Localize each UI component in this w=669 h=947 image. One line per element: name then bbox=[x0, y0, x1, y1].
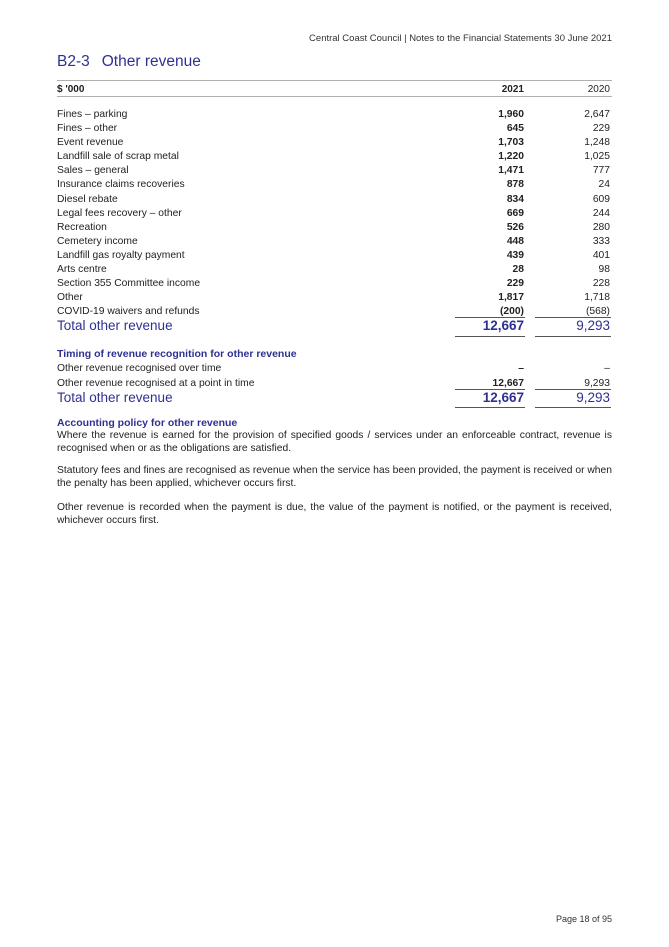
value-2020: 609 bbox=[592, 193, 610, 205]
row-label: Landfill sale of scrap metal bbox=[57, 151, 179, 163]
value-2020: 777 bbox=[592, 165, 610, 177]
value-2020: 1,718 bbox=[584, 292, 610, 304]
policy-paragraph: Other revenue is recorded when the payment is due, the value of the payment is notified, or the payment is received, whichever occurs first. bbox=[57, 502, 612, 526]
table-row bbox=[57, 136, 612, 150]
row-label: Sales – general bbox=[57, 165, 129, 177]
row-label: Other bbox=[57, 292, 83, 304]
total-label: Total other revenue bbox=[57, 390, 173, 405]
total-2020: 9,293 bbox=[576, 390, 610, 405]
row-label: Other revenue recognised over time bbox=[57, 363, 222, 374]
value-2021: 12,667 bbox=[492, 377, 524, 389]
section-title-text: Other revenue bbox=[101, 53, 201, 70]
page-header: Central Coast Council | Notes to the Financial Statements 30 June 2021 bbox=[309, 33, 612, 44]
value-2021: 448 bbox=[506, 235, 524, 247]
policy-paragraph: Where the revenue is earned for the provision of specified goods / services under an enforceable contract, revenue is recognised when or as the obligations are satisfied. bbox=[57, 430, 612, 454]
value-2021: 834 bbox=[506, 193, 524, 205]
value-2021: (200) bbox=[499, 306, 524, 318]
table-row bbox=[57, 178, 612, 192]
table-row bbox=[57, 221, 612, 235]
value-2020: 229 bbox=[592, 123, 610, 135]
row-label: Diesel rebate bbox=[57, 193, 118, 205]
value-2020: 1,248 bbox=[584, 137, 610, 149]
policy-heading: Accounting policy for other revenue bbox=[57, 417, 238, 429]
table-row bbox=[57, 164, 612, 178]
value-2021: 1,817 bbox=[498, 292, 524, 304]
value-2021: 878 bbox=[506, 179, 524, 191]
table-row bbox=[57, 108, 612, 122]
value-2021: 1,703 bbox=[498, 137, 524, 149]
value-2021: 1,960 bbox=[498, 109, 524, 120]
table-row bbox=[57, 291, 612, 305]
value-2020: 333 bbox=[592, 235, 610, 247]
table-row bbox=[57, 249, 612, 263]
policy-paragraph: Statutory fees and fines are recognised as revenue when the service has been provided, the payment is received or when the penalty has been applied, whichever occurs first. bbox=[57, 465, 612, 489]
table-row bbox=[57, 277, 612, 291]
total-label: Total other revenue bbox=[57, 318, 173, 333]
value-2020: 401 bbox=[592, 249, 610, 261]
column-2021-header: 2021 bbox=[501, 84, 524, 95]
total-rule-2020 bbox=[535, 336, 611, 337]
total-rule-2021 bbox=[455, 336, 525, 337]
section-number: B2-3 bbox=[57, 53, 90, 70]
row-label: Landfill gas royalty payment bbox=[57, 249, 185, 261]
total-row bbox=[57, 316, 612, 336]
row-label: Event revenue bbox=[57, 137, 124, 149]
value-2020: (568) bbox=[585, 306, 610, 318]
value-2021: 229 bbox=[506, 278, 524, 290]
table-row bbox=[57, 122, 612, 136]
value-2021: 526 bbox=[506, 221, 524, 233]
total-2020: 9,293 bbox=[576, 318, 610, 333]
value-2020: – bbox=[604, 363, 610, 374]
value-2020: 98 bbox=[598, 264, 610, 276]
value-2021: 1,220 bbox=[498, 151, 524, 163]
unit-label: $ '000 bbox=[57, 84, 85, 95]
table-row bbox=[57, 235, 612, 249]
table-row bbox=[57, 150, 612, 164]
value-2020: 24 bbox=[598, 179, 610, 191]
timing-heading: Timing of revenue recognition for other revenue bbox=[57, 348, 297, 360]
value-2020: 244 bbox=[592, 207, 610, 219]
table-row bbox=[57, 362, 612, 376]
value-2021: 1,471 bbox=[498, 165, 524, 177]
row-label: Section 355 Committee income bbox=[57, 278, 201, 290]
value-2020: 9,293 bbox=[584, 377, 610, 389]
table-header bbox=[57, 80, 612, 97]
row-label: Arts centre bbox=[57, 264, 107, 276]
value-2021: 439 bbox=[506, 249, 524, 261]
timing-table bbox=[57, 362, 612, 391]
row-label: Fines – parking bbox=[57, 109, 128, 120]
other-revenue-table bbox=[57, 108, 612, 319]
value-2020: 2,647 bbox=[584, 109, 610, 120]
value-2021: 28 bbox=[512, 264, 524, 276]
row-label: Recreation bbox=[57, 221, 107, 233]
value-2021: 669 bbox=[506, 207, 524, 219]
value-2020: 228 bbox=[592, 278, 610, 290]
timing-total-rule-2020 bbox=[535, 407, 611, 408]
row-label: Insurance claims recoveries bbox=[57, 179, 185, 191]
row-label: Cemetery income bbox=[57, 235, 138, 247]
table-row bbox=[57, 207, 612, 221]
timing-total-rule-2021 bbox=[455, 407, 525, 408]
total-2021: 12,667 bbox=[482, 318, 524, 333]
section-title bbox=[57, 53, 201, 71]
row-label: Fines – other bbox=[57, 123, 118, 135]
timing-total-row bbox=[57, 388, 612, 408]
column-2020-header: 2020 bbox=[587, 84, 610, 95]
table-row bbox=[57, 263, 612, 277]
value-2020: 1,025 bbox=[584, 151, 610, 163]
row-label: COVID-19 waivers and refunds bbox=[57, 306, 200, 318]
value-2021: – bbox=[518, 363, 524, 374]
value-2021: 645 bbox=[506, 123, 524, 135]
total-2021: 12,667 bbox=[482, 390, 524, 405]
value-2020: 280 bbox=[592, 221, 610, 233]
table-row bbox=[57, 193, 612, 207]
row-label: Other revenue recognised at a point in time bbox=[57, 377, 255, 389]
page-number: Page 18 of 95 bbox=[555, 914, 612, 924]
row-label: Legal fees recovery – other bbox=[57, 207, 182, 219]
